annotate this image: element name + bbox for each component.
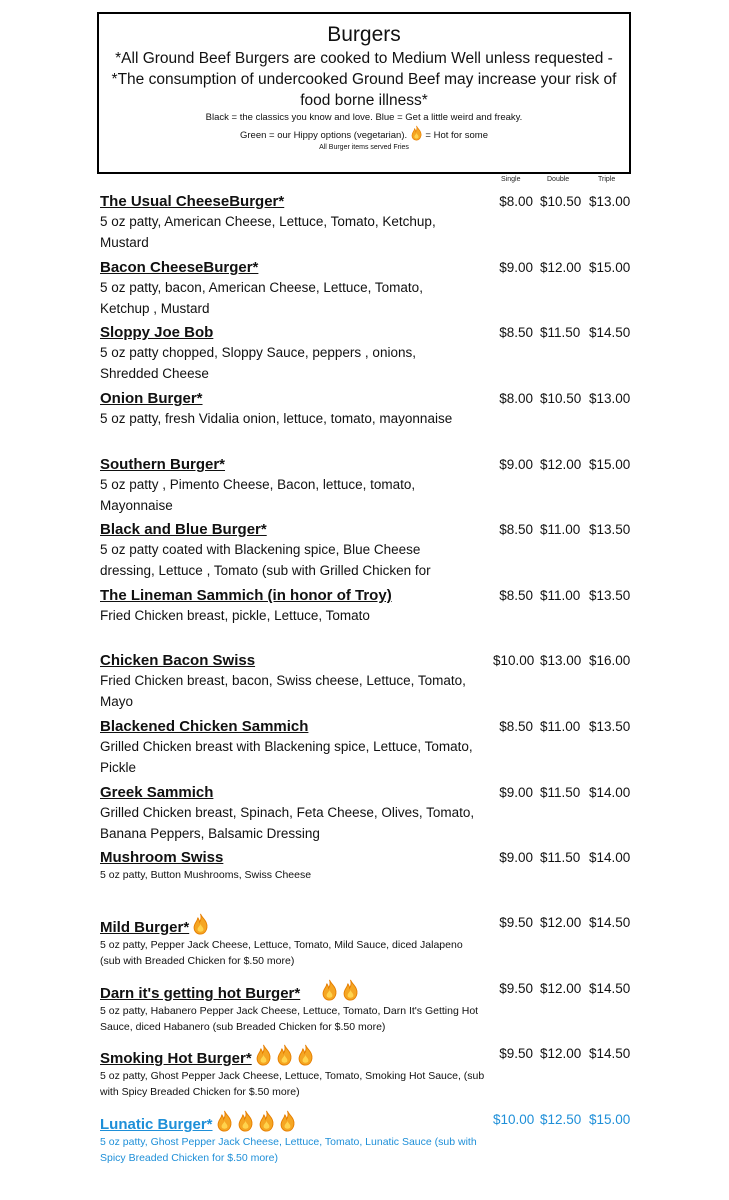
- flame-icon: [275, 1044, 294, 1066]
- price-triple: $14.50: [589, 915, 631, 930]
- item-name-text: Bacon CheeseBurger*: [100, 259, 259, 276]
- menu-item: [100, 1110, 630, 1166]
- price-double: $13.00: [540, 653, 582, 668]
- price-single: $9.50: [499, 915, 533, 930]
- price-double: $12.00: [540, 1046, 582, 1061]
- legend-line-1: Black = the classics you know and love. Blue = Get a little weird and freaky.: [205, 112, 523, 123]
- flame-icon: [215, 1110, 234, 1132]
- price-triple: $15.00: [589, 260, 631, 275]
- item-name-text: The Usual CheeseBurger*: [100, 193, 285, 210]
- item-description: 5 oz patty, Pepper Jack Cheese, Lettuce, Tomato, Mild Sauce, diced Jalapeno (sub with Breaded Chicken for $.50 more): [100, 939, 463, 967]
- price-double: $12.00: [540, 981, 582, 996]
- menu-item: [100, 455, 630, 516]
- heat-level-flames: [189, 913, 210, 938]
- flame-icon: [341, 979, 360, 1001]
- price-triple: $14.50: [589, 1046, 631, 1061]
- item-name-text: Sloppy Joe Bob: [100, 324, 214, 341]
- price-triple: $15.00: [589, 457, 631, 472]
- menu-item: [100, 389, 630, 430]
- item-description: Fried Chicken breast, pickle, Lettuce, Tomato: [100, 608, 370, 623]
- menu-item: [100, 192, 630, 253]
- menu-item: [100, 783, 630, 844]
- item-description: 5 oz patty, American Cheese, Lettuce, Tomato, Ketchup, Mustard: [100, 214, 436, 250]
- legend-green-text: Green = our Hippy options (vegetarian).: [240, 130, 408, 141]
- menu-item: [100, 979, 630, 1035]
- item-name-text: Mild Burger*: [100, 919, 190, 936]
- column-double: Double: [547, 176, 570, 183]
- price-single: $8.00: [499, 391, 533, 406]
- price-double: $11.50: [540, 785, 581, 800]
- price-double: $11.50: [540, 325, 581, 340]
- price-triple: $13.00: [589, 391, 631, 406]
- heat-level-flames: [252, 1044, 315, 1069]
- legend-line-2: [99, 125, 629, 143]
- menu-item: [100, 258, 630, 319]
- item-name-text: Lunatic Burger*: [100, 1116, 213, 1133]
- heat-level-flames: [213, 1110, 297, 1135]
- column-single: Single: [501, 176, 521, 183]
- menu-item: [100, 586, 630, 627]
- flame-icon: [410, 125, 423, 141]
- item-name-text: Smoking Hot Burger*: [100, 1050, 252, 1067]
- price-triple: $16.00: [589, 653, 631, 668]
- heat-level-flames: [318, 979, 360, 1004]
- price-triple: $14.50: [589, 325, 631, 340]
- price-triple: $13.50: [589, 588, 631, 603]
- menu-item: [100, 717, 630, 778]
- flame-icon: [320, 979, 339, 1001]
- menu-header: [97, 12, 631, 174]
- flame-icon: [236, 1110, 255, 1132]
- legend-hot-text: = Hot for some: [425, 130, 488, 141]
- item-name-text: The Lineman Sammich (in honor of Troy): [100, 587, 392, 604]
- price-single: $9.00: [499, 785, 533, 800]
- item-description: 5 oz patty, Ghost Pepper Jack Cheese, Lettuce, Tomato, Smoking Hot Sauce, (sub with Spicy Breaded Chicken for $.50 more): [100, 1070, 485, 1098]
- page-title: Burgers: [327, 23, 401, 46]
- item-description: 5 oz patty, Ghost Pepper Jack Cheese, Lettuce, Tomato, Lunatic Sauce (sub with Spicy Breaded Chicken for $.50 more): [100, 1136, 477, 1164]
- price-single: $8.50: [499, 588, 533, 603]
- item-name-text: Mushroom Swiss: [100, 849, 224, 866]
- price-single: $8.50: [499, 719, 533, 734]
- price-single: $8.00: [499, 194, 533, 209]
- price-single: $8.50: [499, 325, 533, 340]
- menu-item: [100, 323, 630, 384]
- item-name-text: Darn it's getting hot Burger*: [100, 985, 301, 1002]
- price-double: $11.50: [540, 850, 581, 865]
- flame-icon: [278, 1110, 297, 1132]
- item-description: 5 oz patty , Pimento Cheese, Bacon, lettuce, tomato, Mayonnaise: [100, 477, 416, 513]
- menu-item: [100, 651, 630, 712]
- flame-icon: [191, 913, 210, 935]
- price-single: $9.50: [499, 981, 533, 996]
- price-single: $10.00: [493, 653, 535, 668]
- price-double: $12.00: [540, 260, 582, 275]
- item-name-text: Blackened Chicken Sammich: [100, 718, 309, 735]
- price-triple: $13.00: [589, 194, 631, 209]
- item-description: 5 oz patty, Button Mushrooms, Swiss Cheese: [100, 869, 312, 881]
- price-triple: $14.50: [589, 981, 631, 996]
- item-description: Grilled Chicken breast, Spinach, Feta Cheese, Olives, Tomato, Banana Peppers, Balsamic Dressing: [100, 805, 475, 841]
- item-description: 5 oz patty, fresh Vidalia onion, lettuce, tomato, mayonnaise: [100, 411, 453, 426]
- column-triple: Triple: [598, 176, 616, 183]
- price-double: $12.00: [540, 457, 582, 472]
- item-name-text: Black and Blue Burger*: [100, 521, 267, 538]
- price-single: $9.00: [499, 457, 533, 472]
- price-single: $9.00: [499, 850, 533, 865]
- menu-item: [100, 520, 630, 581]
- menu-item: [100, 913, 630, 969]
- item-name-text: Southern Burger*: [100, 456, 226, 473]
- item-description: 5 oz patty, Habanero Pepper Jack Cheese, Lettuce, Tomato, Darn It's Getting Hot Sauce, diced Habanero (sub Breaded Chicken for $.50 more): [100, 1005, 479, 1033]
- flame-icon: [257, 1110, 276, 1132]
- item-description: 5 oz patty, bacon, American Cheese, Lettuce, Tomato, Ketchup , Mustard: [100, 280, 423, 316]
- price-double: $11.00: [540, 588, 581, 603]
- price-double: $10.50: [540, 194, 582, 209]
- price-double: $12.00: [540, 915, 582, 930]
- notice-line-2: *The consumption of undercooked Ground Beef may increase your risk of: [111, 71, 617, 88]
- item-name-text: Chicken Bacon Swiss: [100, 652, 256, 669]
- price-single: $9.00: [499, 260, 533, 275]
- price-double: $10.50: [540, 391, 582, 406]
- item-name-text: Onion Burger*: [100, 390, 203, 407]
- price-triple: $14.00: [589, 785, 631, 800]
- notice-line-3: food borne illness*: [300, 92, 428, 109]
- item-description: 5 oz patty coated with Blackening spice, Blue Cheese dressing, Lettuce , Tomato (sub with Grilled Chicken for: [100, 542, 431, 578]
- item-name-text: Greek Sammich: [100, 784, 214, 801]
- item-description: Grilled Chicken breast with Blackening spice, Lettuce, Tomato, Pickle: [100, 739, 473, 775]
- item-description: Fried Chicken breast, bacon, Swiss cheese, Lettuce, Tomato, Mayo: [100, 673, 466, 709]
- flame-icon: [296, 1044, 315, 1066]
- notice-line-1: *All Ground Beef Burgers are cooked to Medium Well unless requested -: [115, 50, 613, 67]
- price-triple: $15.00: [589, 1112, 631, 1127]
- price-triple: $13.50: [589, 719, 631, 734]
- price-triple: $14.00: [589, 850, 631, 865]
- price-double: $11.00: [540, 719, 581, 734]
- price-double: $12.50: [540, 1112, 582, 1127]
- price-single: $9.50: [499, 1046, 533, 1061]
- price-single: $10.00: [493, 1112, 535, 1127]
- item-description: 5 oz patty chopped, Sloppy Sauce, peppers , onions, Shredded Cheese: [100, 345, 416, 381]
- menu-item: [100, 1044, 630, 1100]
- flame-icon: [254, 1044, 273, 1066]
- price-single: $8.50: [499, 522, 533, 537]
- price-triple: $13.50: [589, 522, 631, 537]
- price-double: $11.00: [540, 522, 581, 537]
- legend-line-3: All Burger items served Fries: [319, 144, 409, 151]
- menu-item: [100, 848, 630, 884]
